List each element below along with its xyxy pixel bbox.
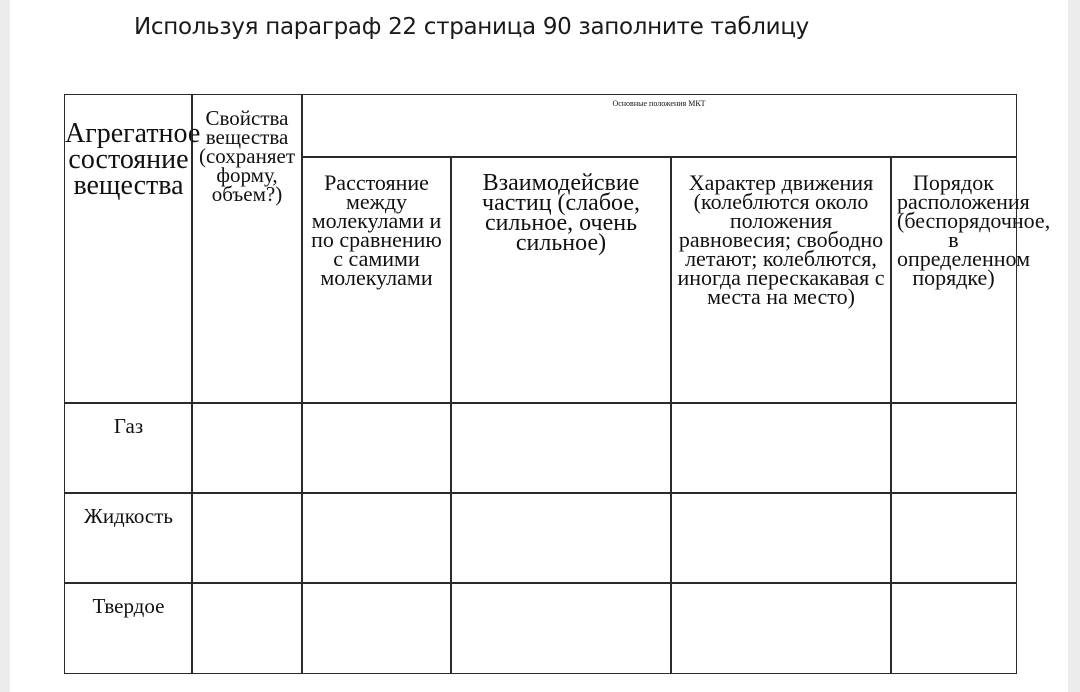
table-cell[interactable] xyxy=(670,402,892,494)
header-distance: Расстояние между молекулами и по сравнению с самими молекулами xyxy=(301,156,452,404)
row-label-gas: Газ xyxy=(64,402,193,494)
table-cell[interactable] xyxy=(450,492,672,584)
page-title: Используя параграф 22 страница 90 заполните таблицу xyxy=(134,14,809,40)
header-motion: Характер движения (колеблются около положения равновесия; свободно летают; колеблются, иногда перескакавая с места на место) xyxy=(670,156,892,404)
header-arrangement: Порядок расположения (беспорядочное, в определенном порядке) xyxy=(890,156,1017,404)
table-cell[interactable] xyxy=(191,582,303,674)
header-interaction: Взаимодейсвие частиц (слабое, сильное, очень сильное) xyxy=(450,156,672,404)
table-cell[interactable] xyxy=(191,402,303,494)
table-cell[interactable] xyxy=(191,492,303,584)
row-label-liquid: Жидкость xyxy=(64,492,193,584)
header-mkt: Основные положения МКТ xyxy=(301,94,1017,158)
header-aggregate-state: Агрегатное состояние вещества xyxy=(64,94,193,404)
table-cell[interactable] xyxy=(890,402,1017,494)
table-cell[interactable] xyxy=(301,582,452,674)
table-cell[interactable] xyxy=(890,492,1017,584)
table-cell[interactable] xyxy=(670,582,892,674)
table-cell[interactable] xyxy=(670,492,892,584)
table-cell[interactable] xyxy=(450,582,672,674)
table-cell[interactable] xyxy=(301,492,452,584)
table-cell[interactable] xyxy=(301,402,452,494)
document-page xyxy=(10,0,1068,692)
table-cell[interactable] xyxy=(450,402,672,494)
row-label-solid: Твердое xyxy=(64,582,193,674)
table-cell[interactable] xyxy=(890,582,1017,674)
header-properties: Свойства вещества (сохраняет форму, объем?) xyxy=(191,94,303,404)
